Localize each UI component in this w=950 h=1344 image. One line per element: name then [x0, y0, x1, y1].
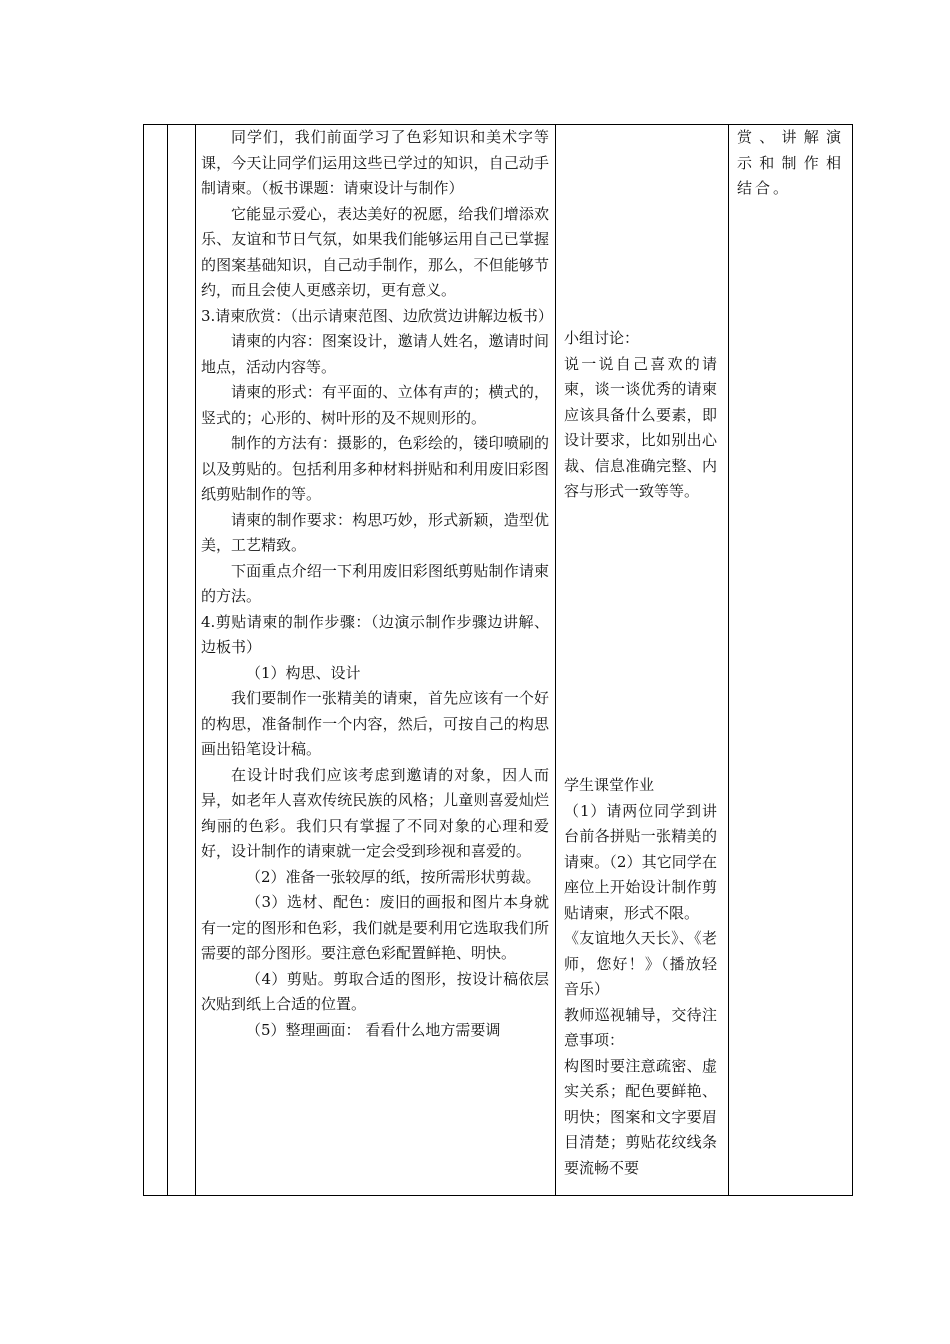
- column-divider: [728, 125, 729, 1195]
- step-item: （4）剪贴。剪取合适的图形，按设计稿依层次贴到纸上合适的位置。: [201, 969, 549, 1013]
- lesson-plan-table: [143, 124, 853, 1196]
- paragraph: 它能显示爱心，表达美好的祝愿，给我们增添欢乐、友谊和节日气氛，如果我们能够运用自己已掌握的图案基础知识，自己动手制作，那么，不但能够节约，而且会使人更感亲切，更有意义。: [201, 204, 549, 299]
- teacher-tour: 教师巡视辅导，交待注意事项：: [564, 1005, 717, 1049]
- column-divider: [167, 125, 168, 1195]
- activity-title: 学生课堂作业: [564, 776, 655, 794]
- section-heading: 3.请柬欣赏：（出示请柬范图、边欣赏边讲解边板书）: [201, 306, 553, 325]
- paragraph: 请柬的内容：图案设计，邀请人姓名，邀请时间地点，活动内容等。: [201, 332, 549, 376]
- paragraph: 下面重点介绍一下利用废旧彩图纸剪贴制作请柬的方法。: [201, 561, 549, 605]
- column-divider: [555, 125, 556, 1195]
- paragraph: 我们要制作一张精美的请柬，首先应该有一个好的构思，准备制作一个内容，然后，可按自己的构思画出铅笔设计稿。: [201, 689, 549, 758]
- music-note: 《友谊地久天长》、《老师，您好！》（播放轻音乐）: [564, 929, 717, 998]
- activity-title: 小组讨论：: [564, 329, 640, 347]
- activity-body: （1）请两位同学到讲台前各拼贴一张精美的请柬。（2）其它同学在座位上开始设计制作剪贴请柬，形式不限。: [564, 801, 717, 922]
- step-heading: （1）构思、设计: [246, 663, 361, 682]
- student-activity-homework: [564, 773, 717, 1181]
- section-heading: 4.剪贴请柬的制作步骤：（边演示制作步骤边讲解、边板书）: [201, 612, 549, 656]
- paragraph: 请柬的制作要求：构思巧妙，形式新颖，造型优美，工艺精致。: [201, 510, 549, 554]
- column-divider: [195, 125, 196, 1195]
- teaching-process-column: [201, 125, 553, 1043]
- paragraph: 请柬的形式：有平面的、立体有声的；横式的，竖式的；心形的、树叶形的及不规则形的。: [201, 383, 549, 427]
- step-item: （3）选材、配色：废旧的画报和图片本身就有一定的图形和色彩，我们就是要利用它选取我们所需要的部分图形。要注意色彩配置鲜艳、明快。: [201, 893, 549, 962]
- step-item: （5）整理画面： 看看什么地方需要调: [246, 1020, 501, 1039]
- design-note: 赏、讲解演示和制作相结合。: [737, 128, 844, 197]
- paragraph: 制作的方法有：摄影的，色彩绘的，镂印喷刷的以及剪贴的。包括利用多种材料拼贴和利用废旧彩图纸剪贴制作的等。: [201, 434, 549, 503]
- attention-notes: 构图时要注意疏密、虚实关系；配色要鲜艳、明快；图案和文字要眉目清楚；剪贴花纹线条要流畅不要: [564, 1056, 717, 1177]
- activity-body: 说一说自己喜欢的请柬，谈一谈优秀的请柬应该具备什么要素，即设计要求，比如别出心裁、信息准确完整、内容与形式一致等等。: [564, 354, 717, 500]
- student-activity-group-discussion: [564, 326, 717, 505]
- step-item: （2）准备一张较厚的纸，按所需形状剪裁。: [246, 867, 541, 886]
- paragraph: 同学们，我们前面学习了色彩知识和美术字等课，今天让同学们运用这些已学过的知识，自己动手制请柬。（板书课题：请柬设计与制作）: [201, 128, 549, 197]
- paragraph: 在设计时我们应该考虑到邀请的对象，因人而异，如老年人喜欢传统民族的风格；儿童则喜爱灿烂绚丽的色彩。我们只有掌握了不同对象的心理和爱好，设计制作的请柬就一定会受到珍视和喜爱的。: [201, 765, 549, 860]
- design-intent-column: [737, 125, 844, 202]
